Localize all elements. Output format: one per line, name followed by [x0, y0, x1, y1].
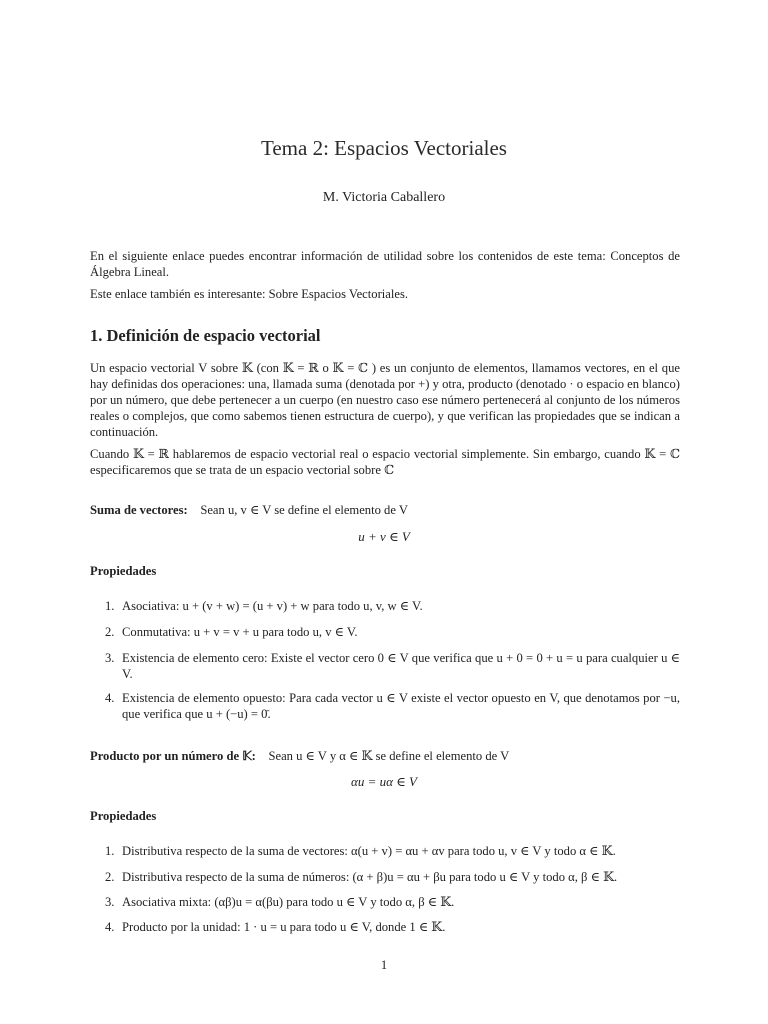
suma-equation: u + v ∈ V: [358, 529, 410, 544]
document-title: Tema 2: Espacios Vectoriales: [261, 136, 507, 160]
section-paragraph-2: Cuando 𝕂 = ℝ hablaremos de espacio vectorial real o espacio vectorial simplemente. Sin embargo, cuando 𝕂 = ℂ especificaremos que se trata de un espacio vectorial sobre ℂ: [90, 447, 680, 477]
section-heading: 1. Definición de espacio vectorial: [90, 326, 321, 345]
document-author: M. Victoria Caballero: [322, 190, 446, 205]
intro-paragraph-1: En el siguiente enlace puedes encontrar información de utilidad sobre los contenidos de este tema: Conceptos de Álgebra Lineal.: [90, 249, 680, 279]
producto-props-heading: Propiedades: [90, 809, 157, 823]
section-paragraph-1: Un espacio vectorial V sobre 𝕂 (con 𝕂 = ℝ o 𝕂 = ℂ ) es un conjunto de elementos, llamamos vectores, en el que hay definidas dos operaciones: una, llamada suma (denotada por +) y otra, producto (denotado · o espacio en blanco) por un número, que debe pertenecer a un cuerpo (en nuestro caso ese número pertenecerá al conjunto de los números reales o complejos, que como sabemos tienen estructura de cuerpo), y que verifican las propiedades que se indican a continuación.: [90, 361, 680, 439]
producto-definition: [90, 748, 680, 764]
suma-text: Sean u, v ∈ V se define el elemento de V: [200, 503, 408, 517]
suma-definition: [90, 502, 680, 518]
producto-equation: αu = uα ∈ V: [351, 774, 417, 789]
suma-props-heading: Propiedades: [90, 564, 157, 578]
intro-paragraph-2: Este enlace también es interesante: Sobre Espacios Vectoriales.: [90, 287, 408, 301]
producto-text: Sean u ∈ V y α ∈ 𝕂 se define el elemento de V: [268, 749, 510, 763]
document-page: Tema 2: Espacios Vectoriales M. Victoria Caballero En el siguiente enlace puedes encontrar información de utilidad sobre los contenidos de este tema: Conceptos de Álgebra Lineal. Este enlace también es interesante: Sobre Espacios Vectoriales. 1. Definición de espacio vectorial Un espacio vectorial V sobre 𝕂 (con 𝕂 = ℝ o 𝕂 = ℂ ) es un conjunto de elementos, llamamos vectores, en el que hay definidas dos operaciones: una, llamada suma (denotada por +) y otra, producto (denotado · o espacio en blanco) por un número, que debe pertenecer a un cuerpo (en nuestro caso ese número pertenecerá al conjunto de los números reales o complejos, que como sabemos tienen estructura de cuerpo), y que verifican las propiedades que se indican a continuación. Cuando 𝕂 = ℝ hablaremos de espacio vectorial real o espacio vectorial simplemente. Sin embargo, cuando 𝕂 = ℂ especificaremos que se trata de un espacio vectorial sobre ℂ Suma de vectores: Sean u, v ∈ V se define el elemento de V u + v ∈ V Propiedades 1. Asociativa: u + (v + w) = (u + v) + w para todo u, v, w ∈ V. 2. Conmutativa: u + v = v + u para todo u, v ∈ V. 3. Existencia de elemento cero: Existe el vector cero 0 ∈ V que verifica que u + 0 = 0 + u = u para cualquier u ∈ V. 4. Existencia de elemento opuesto: Para cada vector u ∈ V existe el vector opuesto en V, que denotamos por −u, que verifica que u + (−u) = 0̄. Producto por un número de 𝕂: Sean u ∈ V y α ∈ 𝕂 se define el elemento de V αu = uα ∈ V Propiedades 1. Distributiva respecto de la suma de vectores: α(u + v) = αu + αv para todo u, v ∈ V y todo α ∈ 𝕂. 2. Distributiva respecto de la suma de números: (α + β)u = αu + βu para todo u ∈ V y todo α, β ∈ 𝕂. 3. Asociativa mixta: (αβ)u = α(βu) para todo u ∈ V y todo α, β ∈ 𝕂. 4. Producto por la unidad: 1 · u = u para todo u ∈ V, donde 1 ∈ 𝕂. 1: [0, 0, 768, 1024]
suma-label: Suma de vectores:: [90, 503, 188, 517]
producto-label: Producto por un número de 𝕂:: [90, 749, 256, 763]
page-number: 1: [380, 958, 388, 972]
